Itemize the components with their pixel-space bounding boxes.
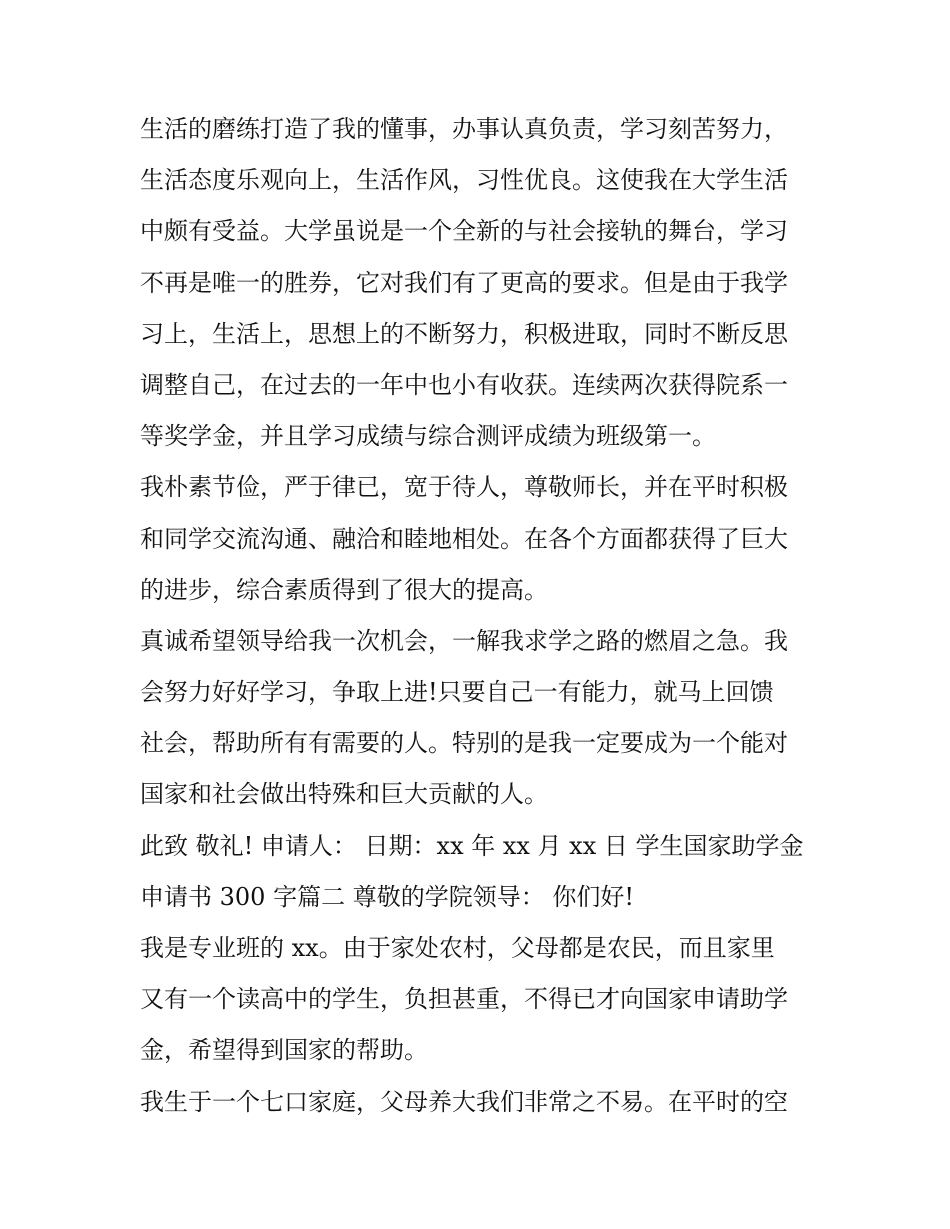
text-line: 习上，生活上，思想上的不断努力，积极进取，同时不断反思: [140, 319, 788, 348]
text-line: 真诚希望领导给我一次机会，一解我求学之路的燃眉之急。我: [140, 626, 788, 655]
text-line: 国家和社会做出特殊和巨大贡献的人。: [140, 780, 548, 809]
text-line: 又有一个读高中的学生，负担甚重，不得已才向国家申请助学: [140, 985, 788, 1014]
text-line: 中颇有受益。大学虽说是一个全新的与社会接轨的舞台，学习: [140, 217, 788, 246]
text-line: 等奖学金，并且学习成绩与综合测评成绩为班级第一。: [140, 422, 716, 451]
text-line: 金，希望得到国家的帮助。: [140, 1036, 428, 1065]
text-line: 生活态度乐观向上，生活作风，习性优良。这使我在大学生活: [140, 166, 788, 195]
text-line: 申请书 300 字篇二 尊敬的学院领导： 你们好!: [140, 882, 634, 911]
text-line: 我朴素节俭，严于律已，宽于待人，尊敬师长，并在平时积极: [140, 473, 788, 502]
text-line: 我是专业班的 xx。由于家处农村，父母都是农民，而且家里: [140, 934, 775, 962]
text-line: 我生于一个七口家庭，父母养大我们非常之不易。在平时的空: [140, 1087, 788, 1116]
text-line: 此致 敬礼! 申请人： 日期：xx 年 xx 月 xx 日 学生国家助学金: [140, 831, 804, 860]
text-line: 不再是唯一的胜券，它对我们有了更高的要求。但是由于我学: [140, 268, 788, 297]
text-line: 和同学交流沟通、融洽和睦地相处。在各个方面都获得了巨大: [140, 524, 788, 553]
text-line: 的进步，综合素质得到了很大的提高。: [140, 575, 548, 604]
text-line: 调整自己，在过去的一年中也小有收获。连续两次获得院系一: [140, 370, 788, 399]
document-body: [140, 104, 820, 1128]
text-line: 生活的磨练打造了我的懂事，办事认真负责，学习刻苦努力，: [140, 115, 788, 143]
text-line: 社会，帮助所有有需要的人。特别的是我一定要成为一个能对: [140, 729, 788, 758]
text-line: 会努力好好学习，争取上进!只要自己一有能力，就马上回馈: [140, 678, 774, 707]
